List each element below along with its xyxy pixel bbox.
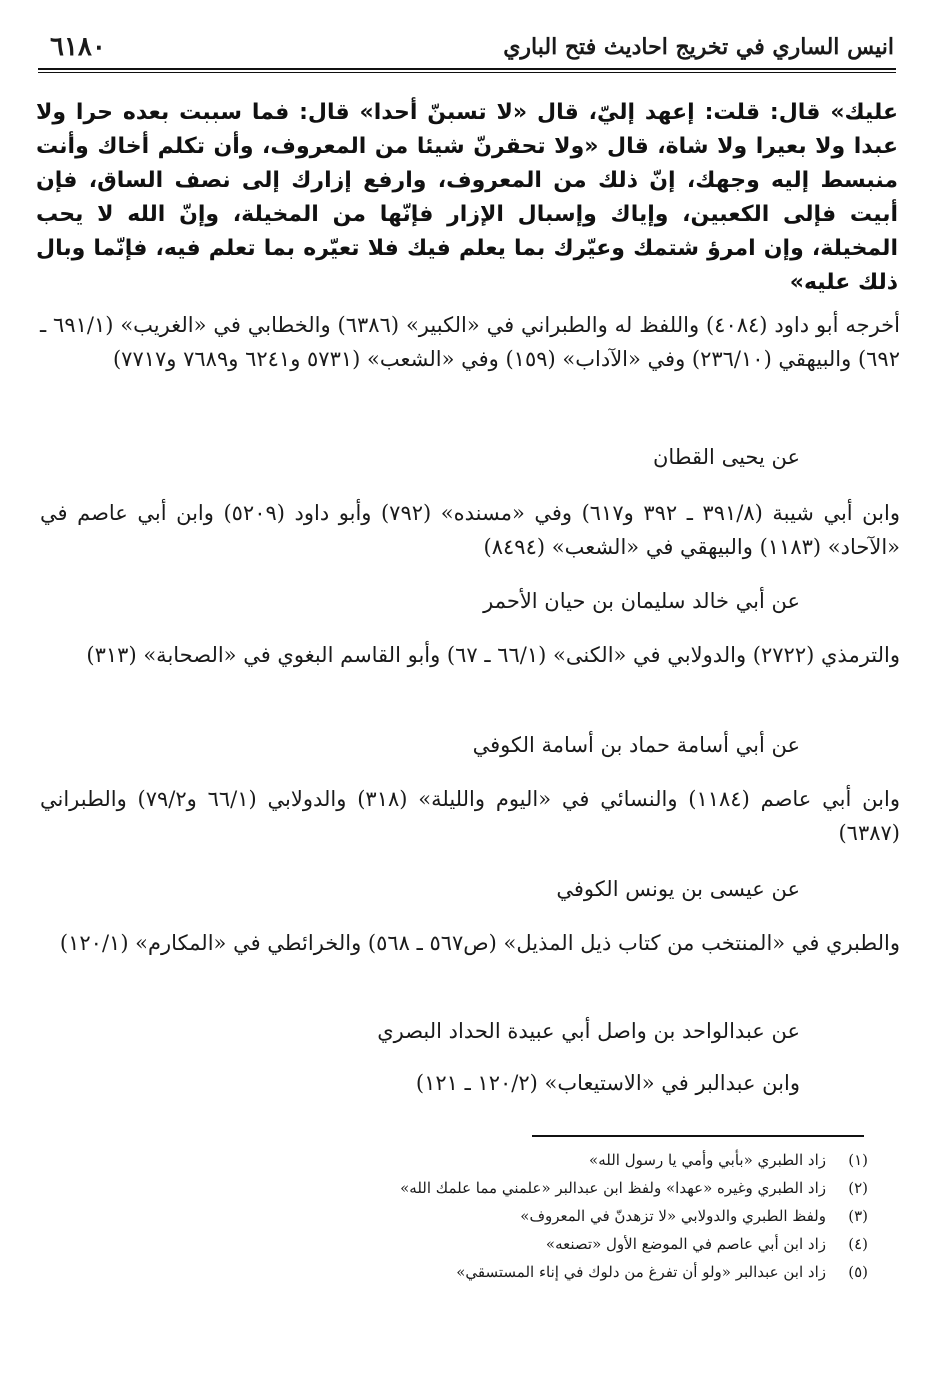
footnote-text: زاد ابن عبدالبر «ولو أن تفرغ من دلوك في إناء المستسقي» [456, 1263, 826, 1281]
footnote-number: (١) [848, 1151, 868, 1169]
footnote [300, 1230, 868, 1258]
narrator-line: عن عيسى بن يونس الكوفي [556, 877, 800, 901]
takhrij-paragraph: والترمذي (٢٧٢٢) والدولابي في «الكنى» (٦٦/١ ـ ٦٧) وأبو القاسم البغوي في «الصحابة» (٣١٣) [86, 643, 900, 667]
hadith-text: عليك» قال: قلت: إعهد إليّ، قال «لا تسبنّ أحدا» قال: فما سببت بعده حرا ولا عبدا ولا بعيرا ولا شاة، قال «ولا تحقرنّ شيئا من المعروف، وأن تكلم أخاك وأنت منبسط إليه وجهك، إنّ ذلك من المعروف، وارفع إزارك إلى نصف الساق، فإن أبيت فإلى الكعبين، وإياك وإسبال الإزار فإنّها من المخيلة، وإنّ الله لا يحب المخيلة، وإن امرؤ شتمك وعيّرك بما يعلم فيك فلا تعيّره بما تعلم فيه، فإنّما وبال ذلك عليه» [36, 100, 898, 295]
footnote-text: زاد ابن أبي عاصم في الموضع الأول «تصنعه» [545, 1235, 826, 1253]
footnote-text: زاد الطبري وغيره «عهدا» ولفظ ابن عبدالبر «علمني مما علمك الله» [400, 1179, 826, 1197]
header-rule-thin [38, 72, 896, 73]
footnote-number: (٢) [848, 1179, 868, 1197]
narrator-line: عن يحيى القطان [652, 445, 800, 469]
footnote [300, 1174, 868, 1202]
takhrij-paragraph: أخرجه أبو داود (٤٠٨٤) واللفظ له والطبراني في «الكبير» (٦٣٨٦) والخطابي في «الغريب» (٦٩١/١ ـ ٦٩٢) والبيهقي (٢٣٦/١٠) وفي «الآداب» (١٥٩) وفي «الشعب» (٥٧٣١ و٦٢٤١ و٧٦٨٩ و٧٧١٧) [40, 313, 901, 371]
footnote-separator [532, 1135, 864, 1137]
footnote [300, 1202, 868, 1230]
footnotes [300, 1146, 868, 1286]
footnote-number: (٥) [848, 1263, 868, 1281]
takhrij-line: وابن عبدالبر في «الاستيعاب» (١٢٠/٢ ـ ١٢١) [415, 1071, 800, 1095]
narrator-line: عن أبي خالد سليمان بن حيان الأحمر [483, 589, 800, 613]
narrator-line: عن أبي أسامة حماد بن أسامة الكوفي [472, 733, 800, 757]
footnote [300, 1146, 868, 1174]
footnote-text: ولفظ الطبري والدولابي «لا تزهدنّ في المعروف» [520, 1207, 826, 1225]
header-rule [38, 68, 896, 70]
footnote-text: زاد الطبري «بأبي وأمي يا رسول الله» [589, 1151, 826, 1169]
page-number: ٦١٨٠ [50, 32, 106, 62]
takhrij-paragraph: وابن أبي شيبة (٣٩١/٨ ـ ٣٩٢ و٦١٧) وفي «مسنده» (٧٩٢) وأبو داود (٥٢٠٩) وابن أبي عاصم في «الآحاد» (١١٨٣) والبيهقي في «الشعب» (٨٤٩٤) [40, 501, 900, 559]
footnote [300, 1258, 868, 1286]
page-header [38, 30, 896, 66]
takhrij-paragraph: وابن أبي عاصم (١١٨٤) والنسائي في «اليوم والليلة» (٣١٨) والدولابي (٦٦/١ و٧٩/٢) والطبراني (٦٣٨٧) [40, 787, 900, 845]
running-title: انيس الساري في تخريج احاديث فتح الباري [503, 34, 894, 60]
takhrij-paragraph: والطبري في «المنتخب من كتاب ذيل المذيل» (ص٥٦٧ ـ ٥٦٨) والخرائطي في «المكارم» (١٢٠/١) [59, 931, 900, 955]
narrator-line: عن عبدالواحد بن واصل أبي عبيدة الحداد البصري [377, 1019, 800, 1043]
footnote-number: (٣) [848, 1207, 868, 1225]
footnote-number: (٤) [848, 1235, 868, 1253]
